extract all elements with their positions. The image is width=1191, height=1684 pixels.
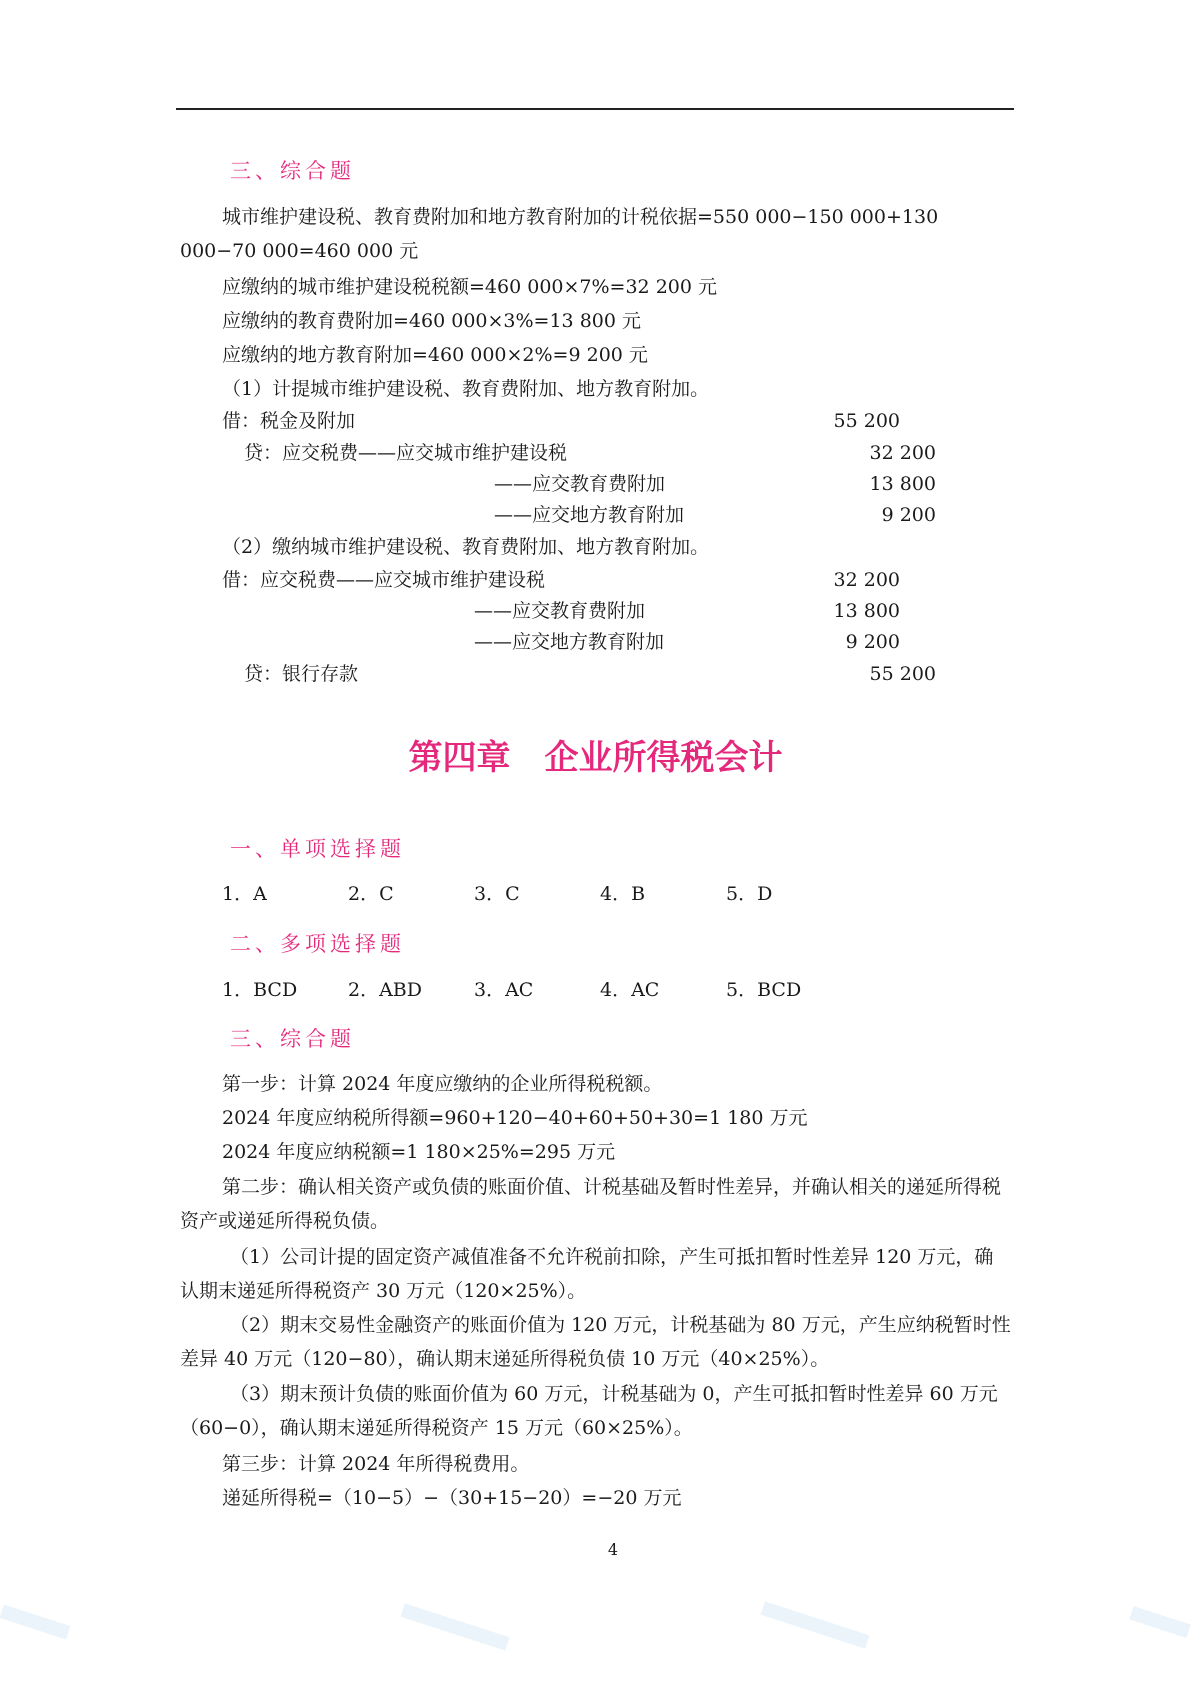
single-answer-4: 4．B — [600, 883, 646, 905]
entry1-debit: 借：税金及附加 — [222, 410, 356, 432]
page-number: 4 — [607, 1540, 619, 1559]
chapter-title: 第四章 企业所得税会计 — [408, 738, 783, 778]
entry2-credit: 贷：银行存款 — [244, 663, 359, 685]
header-rule — [176, 108, 1014, 110]
tax-payable-line: 2024 年度应纳税额=1 180×25%=295 万元 — [222, 1141, 616, 1163]
single-answer-1: 1．A — [222, 883, 267, 905]
entry1-credit1: 贷：应交税费——应交城市维护建设税 — [244, 442, 568, 464]
edu-surcharge-line: 应缴纳的教育费附加=460 000×3%=13 800 元 — [222, 310, 641, 332]
entry1-debit-amount: 55 200 — [833, 410, 900, 432]
entry1-title: （1）计提城市维护建设税、教育费附加、地方教育附加。 — [222, 378, 710, 400]
section-title-comprehensive: 三、综合题 — [230, 159, 355, 183]
watermark-mark — [1129, 1606, 1190, 1638]
section-title-comprehensive-2: 三、综合题 — [230, 1027, 355, 1051]
single-answer-3: 3．C — [474, 883, 520, 905]
item1-paragraph: （1）公司计提的固定资产减值准备不允许税前扣除，产生可抵扣暂时性差异 120 万元，确认期末递延所得税资产 30 万元（120×25%）。 — [180, 1246, 994, 1302]
entry2-debit3: ——应交地方教育附加 — [474, 631, 665, 653]
step1-text: 第一步：计算 2024 年度应缴纳的企业所得税税额。 — [222, 1073, 663, 1095]
multi-answer-3: 3．AC — [474, 979, 534, 1001]
taxable-income-line: 2024 年度应纳税所得额=960+120−40+60+50+30=1 180 万元 — [222, 1107, 808, 1129]
entry2-debit3-amount: 9 200 — [845, 631, 900, 653]
entry2-debit2-amount: 13 800 — [833, 600, 900, 622]
entry2-debit2: ——应交教育费附加 — [474, 600, 646, 622]
entry1-credit2-amount: 13 800 — [869, 473, 936, 495]
single-answer-2: 2．C — [348, 883, 394, 905]
entry2-debit1: 借：应交税费——应交城市维护建设税 — [222, 569, 546, 591]
entry2-title: （2）缴纳城市维护建设税、教育费附加、地方教育附加。 — [222, 536, 710, 558]
watermark-mark — [401, 1603, 510, 1650]
watermark-mark — [761, 1601, 870, 1648]
entry1-credit3-amount: 9 200 — [881, 504, 936, 526]
section-title-single-choice: 一、单项选择题 — [230, 837, 405, 861]
entry1-credit3: ——应交地方教育附加 — [494, 504, 685, 526]
watermark-mark — [0, 1605, 70, 1640]
deferred-tax-line: 递延所得税=（10−5）−（30+15−20）=−20 万元 — [222, 1487, 682, 1509]
item2-paragraph: （2）期末交易性金融资产的账面价值为 120 万元，计税基础为 80 万元，产生应纳税暂时性差异 40 万元（120−80），确认期末递延所得税负债 10 万元（40×25%）。 — [180, 1314, 1011, 1370]
multi-choice-answers — [222, 973, 801, 1007]
urban-tax-line: 应缴纳的城市维护建设税税额=460 000×7%=32 200 元 — [222, 276, 717, 298]
section-title-multi-choice: 二、多项选择题 — [230, 932, 405, 956]
step2-paragraph: 第二步：确认相关资产或负债的账面价值、计税基础及暂时性差异，并确认相关的递延所得税资产或递延所得税负债。 — [180, 1176, 1002, 1232]
entry1-credit2: ——应交教育费附加 — [494, 473, 666, 495]
basis-paragraph: 城市维护建设税、教育费附加和地方教育附加的计税依据=550 000−150 000+130 000−70 000=460 000 元 — [180, 206, 939, 262]
multi-answer-5: 5．BCD — [726, 979, 802, 1001]
multi-answer-2: 2．ABD — [348, 979, 423, 1001]
entry2-debit1-amount: 32 200 — [833, 569, 900, 591]
item3-paragraph: （3）期末预计负债的账面价值为 60 万元，计税基础为 0，产生可抵扣暂时性差异 60 万元（60−0），确认期末递延所得税资产 15 万元（60×25%）。 — [180, 1383, 998, 1439]
step3-text: 第三步：计算 2024 年所得税费用。 — [222, 1453, 530, 1475]
single-answer-5: 5．D — [726, 883, 773, 905]
local-edu-surcharge-line: 应缴纳的地方教育附加=460 000×2%=9 200 元 — [222, 344, 648, 366]
entry2-credit-amount: 55 200 — [869, 663, 936, 685]
single-choice-answers — [222, 877, 772, 911]
multi-answer-4: 4．AC — [600, 979, 660, 1001]
entry1-credit1-amount: 32 200 — [869, 442, 936, 464]
multi-answer-1: 1．BCD — [222, 979, 298, 1001]
